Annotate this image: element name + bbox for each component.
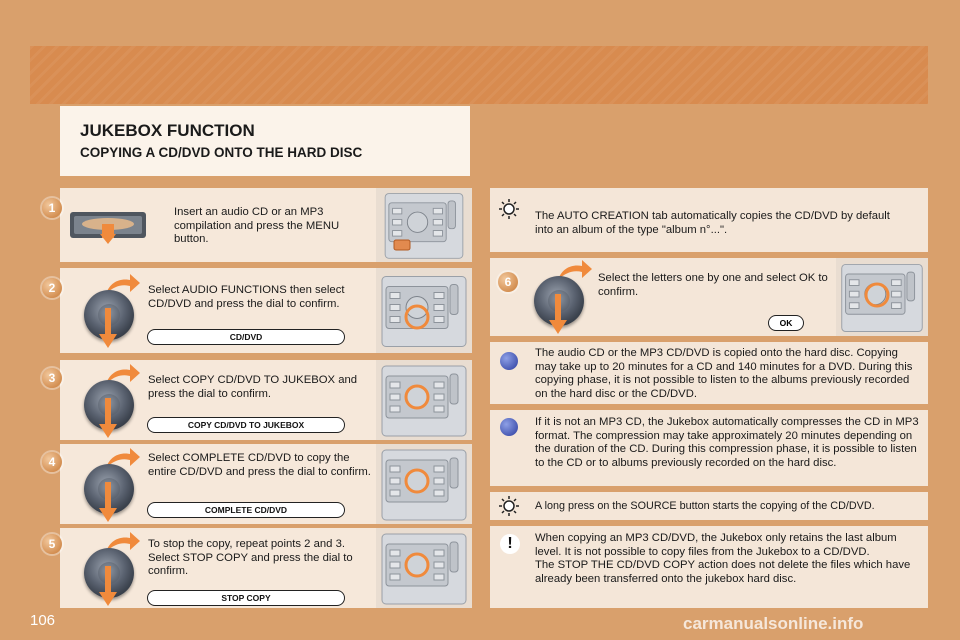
step-number-badge: 6: [498, 272, 518, 292]
step-6-text: Select the letters one by one and select OK to confirm.: [598, 272, 828, 298]
banner-stripes: [30, 46, 928, 104]
menu-option-button[interactable]: CD/DVD: [147, 329, 345, 345]
page-subtitle: COPYING A CD/DVD ONTO THE HARD DISC: [80, 145, 363, 160]
radio-panel-image: [836, 258, 928, 336]
step-number-badge: 2: [42, 278, 62, 298]
page-title: JUKEBOX FUNCTION: [80, 121, 255, 140]
copy-time-text: The audio CD or the MP3 CD/DVD is copied onto the hard disc. Copying may take up to 20 minutes for a CD and 140 minutes for a DVD. During this copying phase, it is not possible to listen to the albums previously recorded on the hard disc or the CD/DVD.: [535, 347, 913, 400]
header-panel: [60, 106, 470, 176]
radio-panel-image: [376, 188, 472, 262]
step-2-panel: [48, 268, 472, 353]
step-number-badge: 4: [42, 452, 62, 472]
warning-text: When copying an MP3 CD/DVD, the Jukebox only retains the last album level. It is not possible to copy files from the Jukebox to a CD/DVD. The STOP THE CD/DVD COPY action does not delete the files which have already been transferred onto the jukebox hard disc.: [535, 532, 911, 585]
sun-icon: [498, 198, 520, 220]
radio-panel-image: [376, 268, 472, 353]
long-press-note: [490, 492, 928, 520]
watermark: carmanualsonline.info: [683, 614, 864, 633]
press-arrow-icon: [548, 294, 568, 334]
step-4-panel: [48, 444, 472, 524]
step-6-panel: [490, 258, 928, 336]
menu-option-button[interactable]: COMPLETE CD/DVD: [147, 502, 345, 518]
step-number-badge: 5: [42, 534, 62, 554]
radio-panel-image: [376, 528, 472, 608]
step-3-panel: [48, 360, 472, 440]
info-bullet-icon: [500, 418, 518, 436]
press-arrow-icon: [98, 308, 118, 348]
step-1-panel: [48, 188, 472, 262]
step-5-panel: [48, 528, 472, 608]
radio-panel-image: [376, 360, 472, 440]
step-1-text: Insert an audio CD or an MP3 compilation and press the MENU button.: [174, 206, 340, 245]
radio-panel-image: [376, 444, 472, 524]
long-press-text: A long press on the SOURCE button starts the copying of the CD/DVD.: [535, 500, 875, 512]
step-4-text: Select COMPLETE CD/DVD to copy the entire CD/DVD and press the dial to confirm.: [148, 452, 371, 478]
step-2-text: Select AUDIO FUNCTIONS then select CD/DVD and press the dial to confirm.: [148, 284, 345, 310]
cd-player-icon: [68, 206, 148, 246]
warning-note: [490, 526, 928, 608]
compression-note: [490, 410, 928, 486]
compression-text: If it is not an MP3 CD, the Jukebox automatically compresses the CD in MP3 format. The compression may take approximately 20 minutes depending on the duration of the CD. During this compression phase, it is possible to listen to the CD or to albums previously recorded on the hard disc.: [535, 416, 919, 469]
menu-option-button[interactable]: COPY CD/DVD TO JUKEBOX: [147, 417, 345, 433]
press-arrow-icon: [98, 566, 118, 606]
page-number: 106: [30, 612, 56, 629]
auto-creation-note: [490, 188, 928, 252]
step-3-text: Select COPY CD/DVD TO JUKEBOX and press the dial to confirm.: [148, 374, 358, 400]
menu-option-button[interactable]: STOP COPY: [147, 590, 345, 606]
warning-icon: !: [500, 534, 520, 554]
ok-button[interactable]: OK: [768, 315, 804, 331]
info-bullet-icon: [500, 352, 518, 370]
step-5-text: To stop the copy, repeat points 2 and 3. Select STOP COPY and press the dial to confirm.: [148, 538, 353, 577]
press-arrow-icon: [98, 398, 118, 438]
auto-creation-text: The AUTO CREATION tab automatically copies the CD/DVD by default into an album of the type "album n°...".: [535, 210, 890, 236]
step-number-badge: 3: [42, 368, 62, 388]
sun-icon: [498, 495, 520, 517]
copy-time-note: [490, 342, 928, 404]
press-arrow-icon: [98, 482, 118, 522]
step-number-badge: 1: [42, 198, 62, 218]
